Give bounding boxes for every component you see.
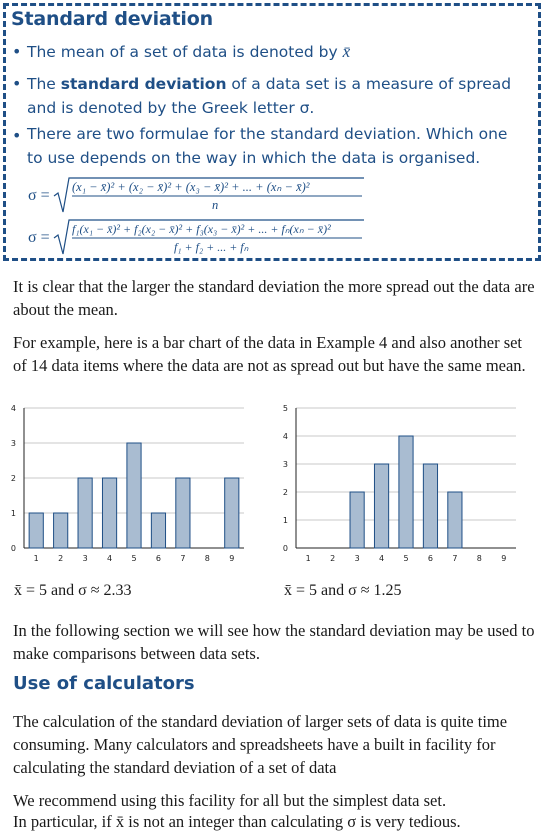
bar xyxy=(448,492,462,548)
formula-grouped xyxy=(28,218,428,258)
y-tick-label: 2 xyxy=(282,488,288,497)
y-tick-label: 2 xyxy=(10,474,16,483)
paragraph-spread: It is clear that the larger the standard deviation the more spread out the data are about the mean. xyxy=(13,277,535,319)
y-tick-label: 0 xyxy=(10,544,16,553)
formula1-denominator: n xyxy=(212,198,219,212)
x-tick-label: 5 xyxy=(403,554,409,563)
bullet-sd-pre: The xyxy=(27,75,61,93)
chart2-caption: x̄ = 5 and σ ≈ 1.25 xyxy=(284,582,402,599)
x-tick-label: 9 xyxy=(501,554,507,563)
y-tick-label: 1 xyxy=(10,509,16,518)
bar xyxy=(374,464,388,548)
bar xyxy=(29,513,43,548)
x-tick-label: 3 xyxy=(82,554,88,563)
formula2-numerator: f₁(x₁ − x̄)² + f₂(x₂ − x̄)² + f₃(x₃ − x̄)² + ... + fₙ(xₙ − x̄)² xyxy=(72,222,331,236)
bullet-sd-post: of a data set is a measure of spread and is denoted by the Greek letter σ. xyxy=(27,75,512,117)
y-tick-label: 4 xyxy=(10,404,16,413)
bar-chart-example4 xyxy=(8,400,248,570)
paragraph-comparison: In the following section we will see how the standard deviation may be used to make comparisons between data sets. xyxy=(13,621,535,663)
x-tick-label: 1 xyxy=(33,554,39,563)
y-tick-label: 3 xyxy=(10,439,16,448)
y-tick-label: 4 xyxy=(282,432,288,441)
bullet-mean-text: The mean of a set of data is denoted by xyxy=(27,43,343,61)
paragraph-example: For example, here is a bar chart of the data in Example 4 and also another set of 14 data items where the data are not as spread out but have the same mean. xyxy=(13,333,526,375)
paragraph-recommend-1: We recommend using this facility for all but the simplest data set. xyxy=(13,791,447,810)
y-tick-label: 3 xyxy=(282,460,288,469)
box-title: Standard deviation xyxy=(11,8,213,30)
x-tick-label: 6 xyxy=(427,554,433,563)
x-tick-label: 4 xyxy=(107,554,113,563)
chart1-caption: x̄ = 5 and σ ≈ 2.33 xyxy=(14,582,132,599)
bar xyxy=(423,464,437,548)
formula-ungrouped xyxy=(28,176,428,216)
x-tick-label: 2 xyxy=(330,554,336,563)
x-tick-label: 5 xyxy=(131,554,137,563)
x-tick-label: 7 xyxy=(452,554,458,563)
bar xyxy=(78,478,92,548)
bullet-marker: • xyxy=(12,126,22,145)
xbar-symbol: x̄ xyxy=(342,42,351,61)
x-tick-label: 8 xyxy=(476,554,482,563)
bar xyxy=(225,478,239,548)
bullet-mean xyxy=(27,40,527,64)
formula1-lhs: σ = xyxy=(28,187,50,204)
bar xyxy=(151,513,165,548)
x-tick-label: 6 xyxy=(155,554,161,563)
bullet-sd-bold: standard deviation xyxy=(60,75,227,93)
bar xyxy=(350,492,364,548)
section-heading-calculators: Use of calculators xyxy=(13,673,195,694)
x-tick-label: 3 xyxy=(354,554,360,563)
bullet-marker: • xyxy=(12,74,22,93)
bar-chart-less-spread xyxy=(280,400,520,570)
y-tick-label: 1 xyxy=(282,516,288,525)
y-tick-label: 0 xyxy=(282,544,288,553)
x-tick-label: 9 xyxy=(229,554,235,563)
x-tick-label: 4 xyxy=(379,554,385,563)
bar xyxy=(102,478,116,548)
x-tick-label: 7 xyxy=(180,554,186,563)
bullet-marker: • xyxy=(12,42,22,61)
bar xyxy=(176,478,190,548)
bar xyxy=(127,443,141,548)
bar xyxy=(399,436,413,548)
paragraph-recommend-2: In particular, if x̄ is not an integer than calculating σ is very tedious. xyxy=(13,812,461,831)
bar xyxy=(54,513,68,548)
x-tick-label: 2 xyxy=(58,554,64,563)
formula1-numerator: (x₁ − x̄)² + (x₂ − x̄)² + (x₃ − x̄)² + ... + (xₙ − x̄)² xyxy=(72,180,310,194)
x-tick-label: 8 xyxy=(204,554,210,563)
bullet-formulae: There are two formulae for the standard deviation. Which one to use depends on the way in which the data is organised. xyxy=(27,125,508,167)
y-tick-label: 5 xyxy=(282,404,288,413)
bullet-sd xyxy=(27,72,527,120)
x-tick-label: 1 xyxy=(305,554,311,563)
paragraph-calculation: The calculation of the standard deviation of larger sets of data is quite time consuming. Many calculators and spreadsheets have a built in facility for calculating the standard deviation of a set of data xyxy=(13,712,508,777)
formula2-lhs: σ = xyxy=(28,229,50,246)
formula2-denominator: f₁ + f₂ + ... + fₙ xyxy=(174,240,249,254)
